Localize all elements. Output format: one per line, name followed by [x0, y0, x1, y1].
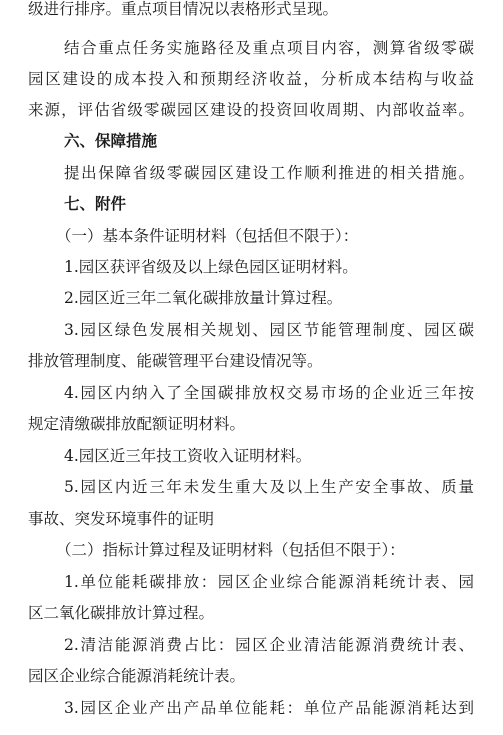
list-item-continuation: 规定清缴碳排放配额证明材料。: [28, 415, 246, 433]
paragraph-line: 来源，评估省级零碳园区建设的投资回收周期、内部收益率。: [28, 101, 474, 119]
list-item: 5.园区内近三年未发生重大及以上生产安全事故、质量: [64, 478, 474, 496]
list-item-continuation: 园区企业综合能源消耗统计表。: [28, 667, 246, 685]
list-item: 3.园区企业产出产品单位能耗：单位产品能源消耗达到: [64, 699, 474, 717]
list-item: 3.园区绿色发展相关规划、园区节能管理制度、园区碳: [64, 321, 474, 339]
list-item-continuation: 排放管理制度、能碳管理平台建设情况等。: [28, 352, 323, 370]
subsection-heading-indicator-calculation: （二）指标计算过程及证明材料（包括但不限于）：: [56, 541, 405, 559]
section-heading-attachments: 七、附件: [64, 195, 127, 213]
list-item-continuation: 事故、突发环境事件的证明: [28, 510, 215, 528]
paragraph-line: 结合重点任务实施路径及重点项目内容，测算省级零碳: [64, 39, 474, 57]
subsection-heading-basic-conditions: （一）基本条件证明材料（包括但不限于）：: [56, 227, 359, 245]
list-item: 2.清洁能源消费占比：园区企业清洁能源消费统计表、: [64, 636, 474, 654]
paragraph-line: 级进行排序。重点项目情况以表格形式呈现。: [28, 0, 339, 18]
section-heading-safeguards: 六、保障措施: [64, 132, 158, 150]
list-item: 4.园区近三年技工资收入证明材料。: [64, 447, 312, 465]
list-item: 4.园区内纳入了全国碳排放权交易市场的企业近三年按: [64, 384, 474, 402]
paragraph-line: 园区建设的成本投入和预期经济收益，分析成本结构与收益: [28, 70, 474, 88]
list-item: 2.园区近三年二氧化碳排放量计算过程。: [64, 289, 343, 307]
list-item-continuation: 区二氧化碳排放计算过程。: [28, 604, 215, 622]
paragraph-line: 提出保障省级零碳园区建设工作顺利推进的相关措施。: [64, 164, 474, 182]
list-item: 1.园区获评省级及以上绿色园区证明材料。: [64, 258, 358, 276]
list-item: 1.单位能耗碳排放：园区企业综合能源消耗统计表、园: [64, 573, 474, 591]
